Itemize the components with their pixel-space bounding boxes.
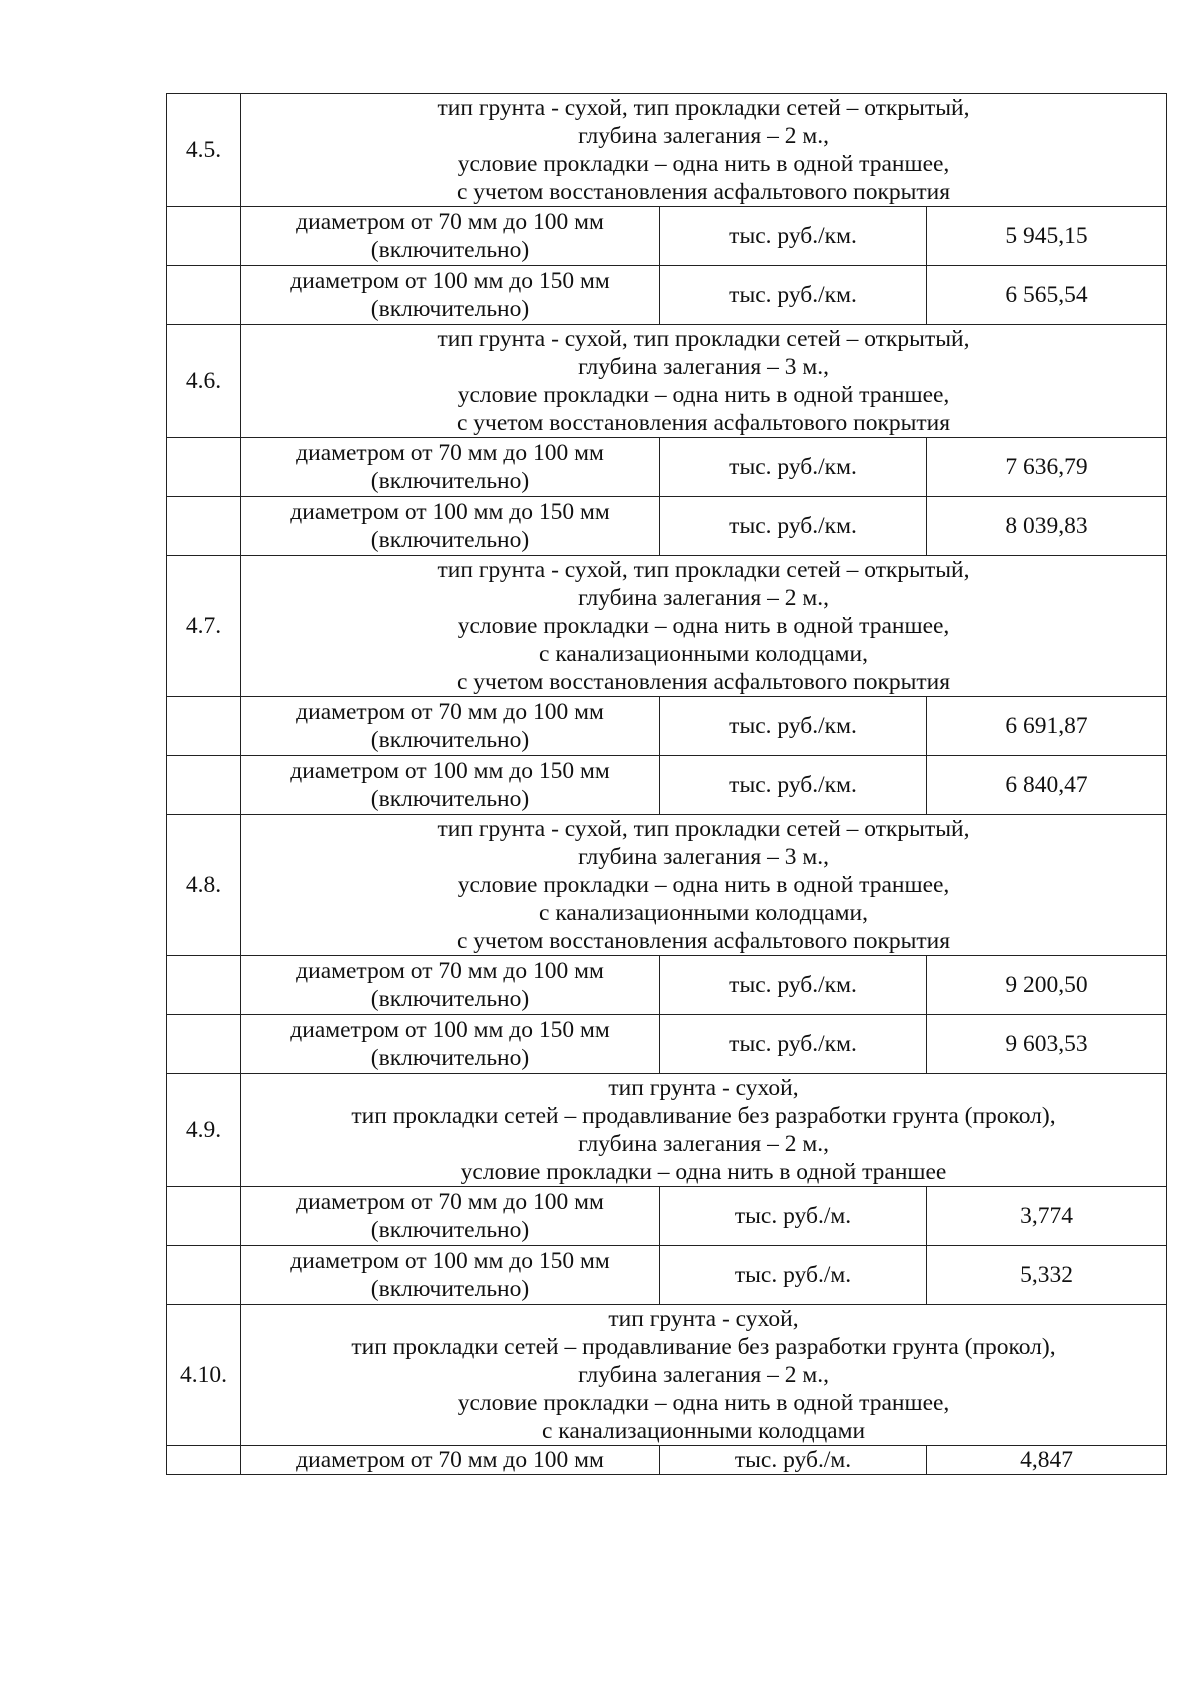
table-row	[167, 1246, 1167, 1305]
description-line: глубина залегания – 3 м.,	[578, 354, 829, 380]
section-header-row	[167, 1074, 1167, 1187]
diameter-range: диаметром от 70 мм до 100 мм	[296, 209, 604, 235]
description-line: условие прокладки – одна нить в одной траншее,	[457, 1390, 950, 1416]
table-row	[167, 1446, 1167, 1475]
description-line: тип грунта - сухой, тип прокладки сетей – открытый,	[437, 557, 970, 583]
empty-number-cell	[167, 207, 241, 266]
value-cell: 7 636,79	[927, 438, 1167, 497]
table-row	[167, 1015, 1167, 1074]
unit-cell: тыс. руб./км.	[660, 756, 927, 815]
diameter-range: диаметром от 100 мм до 150 мм	[290, 499, 610, 525]
diameter-qualifier: (включительно)	[370, 237, 530, 263]
value-cell: 6 565,54	[927, 266, 1167, 325]
tariff-table	[166, 93, 1167, 1475]
diameter-range: диаметром от 100 мм до 150 мм	[290, 268, 610, 294]
diameter-cell	[241, 756, 660, 815]
table-row	[167, 756, 1167, 815]
description-line: условие прокладки – одна нить в одной траншее	[460, 1159, 947, 1185]
diameter-cell	[241, 207, 660, 266]
description-line: с канализационными колодцами	[541, 1418, 866, 1444]
description-line: тип грунта - сухой,	[608, 1306, 799, 1332]
unit-cell: тыс. руб./м.	[660, 1446, 927, 1475]
description-line: тип прокладки сетей – продавливание без разработки грунта (прокол),	[351, 1103, 1056, 1129]
diameter-qualifier: (включительно)	[370, 296, 530, 322]
section-number: 4.9.	[167, 1074, 241, 1187]
diameter-range: диаметром от 70 мм до 100 мм	[296, 440, 604, 466]
empty-number-cell	[167, 497, 241, 556]
diameter-range: диаметром от 70 мм до 100 мм	[296, 958, 604, 984]
section-number: 4.7.	[167, 556, 241, 697]
diameter-cell	[241, 1187, 660, 1246]
diameter-range: диаметром от 100 мм до 150 мм	[290, 1248, 610, 1274]
value-cell: 6 840,47	[927, 756, 1167, 815]
section-description	[241, 556, 1167, 697]
unit-cell: тыс. руб./км.	[660, 956, 927, 1015]
value-cell: 5 945,15	[927, 207, 1167, 266]
diameter-range: диаметром от 70 мм до 100 мм	[296, 699, 604, 725]
section-header-row	[167, 556, 1167, 697]
diameter-qualifier: (включительно)	[370, 727, 530, 753]
section-header-row	[167, 94, 1167, 207]
diameter-cell	[241, 1246, 660, 1305]
description-line: тип грунта - сухой, тип прокладки сетей – открытый,	[437, 326, 970, 352]
value-cell: 8 039,83	[927, 497, 1167, 556]
value-cell: 4,847	[927, 1446, 1167, 1475]
empty-number-cell	[167, 1187, 241, 1246]
description-line: тип грунта - сухой,	[608, 1075, 799, 1101]
diameter-range: диаметром от 100 мм до 150 мм	[290, 1017, 610, 1043]
table-row	[167, 207, 1167, 266]
value-cell: 6 691,87	[927, 697, 1167, 756]
description-line: глубина залегания – 2 м.,	[578, 1362, 829, 1388]
diameter-range: диаметром от 100 мм до 150 мм	[290, 758, 610, 784]
empty-number-cell	[167, 697, 241, 756]
section-description	[241, 325, 1167, 438]
section-description	[241, 815, 1167, 956]
section-number: 4.10.	[167, 1305, 241, 1446]
empty-number-cell	[167, 266, 241, 325]
section-number: 4.6.	[167, 325, 241, 438]
diameter-cell	[241, 956, 660, 1015]
unit-cell: тыс. руб./м.	[660, 1246, 927, 1305]
description-line: тип грунта - сухой, тип прокладки сетей – открытый,	[437, 816, 970, 842]
description-line: тип прокладки сетей – продавливание без разработки грунта (прокол),	[351, 1334, 1056, 1360]
unit-cell: тыс. руб./м.	[660, 1187, 927, 1246]
unit-cell: тыс. руб./км.	[660, 697, 927, 756]
diameter-qualifier: (включительно)	[370, 786, 530, 812]
diameter-qualifier: (включительно)	[370, 1045, 530, 1071]
diameter-qualifier: (включительно)	[370, 1217, 530, 1243]
unit-cell: тыс. руб./км.	[660, 497, 927, 556]
table-row	[167, 1187, 1167, 1246]
description-line: условие прокладки – одна нить в одной траншее,	[457, 382, 950, 408]
empty-number-cell	[167, 1246, 241, 1305]
section-description	[241, 1074, 1167, 1187]
unit-cell: тыс. руб./км.	[660, 438, 927, 497]
diameter-range: диаметром от 70 мм до 100 мм	[296, 1447, 604, 1473]
description-line: глубина залегания – 3 м.,	[578, 844, 829, 870]
description-line: тип грунта - сухой, тип прокладки сетей – открытый,	[437, 95, 970, 121]
unit-cell: тыс. руб./км.	[660, 1015, 927, 1074]
section-header-row	[167, 1305, 1167, 1446]
diameter-cell	[241, 1015, 660, 1074]
section-header-row	[167, 325, 1167, 438]
description-line: условие прокладки – одна нить в одной траншее,	[457, 151, 950, 177]
description-line: с учетом восстановления асфальтового покрытия	[456, 179, 951, 205]
description-line: с канализационными колодцами,	[539, 900, 868, 926]
unit-cell: тыс. руб./км.	[660, 266, 927, 325]
value-cell: 3,774	[927, 1187, 1167, 1246]
diameter-cell	[241, 266, 660, 325]
section-description	[241, 1305, 1167, 1446]
description-line: с учетом восстановления асфальтового покрытия	[456, 410, 951, 436]
unit-cell: тыс. руб./км.	[660, 207, 927, 266]
table-row	[167, 956, 1167, 1015]
value-cell: 9 603,53	[927, 1015, 1167, 1074]
description-line: глубина залегания – 2 м.,	[578, 123, 829, 149]
diameter-qualifier: (включительно)	[370, 468, 530, 494]
empty-number-cell	[167, 956, 241, 1015]
section-number: 4.8.	[167, 815, 241, 956]
description-line: условие прокладки – одна нить в одной траншее,	[457, 613, 950, 639]
table-row	[167, 266, 1167, 325]
empty-number-cell	[167, 756, 241, 815]
empty-number-cell	[167, 1446, 241, 1475]
value-cell: 5,332	[927, 1246, 1167, 1305]
diameter-cell	[241, 497, 660, 556]
description-line: глубина залегания – 2 м.,	[578, 1131, 829, 1157]
diameter-qualifier: (включительно)	[370, 527, 530, 553]
description-line: с учетом восстановления асфальтового покрытия	[456, 669, 951, 695]
description-line: с учетом восстановления асфальтового покрытия	[456, 928, 951, 954]
empty-number-cell	[167, 1015, 241, 1074]
diameter-cell	[241, 697, 660, 756]
diameter-cell	[241, 1446, 660, 1475]
description-line: глубина залегания – 2 м.,	[578, 585, 829, 611]
table-row	[167, 497, 1167, 556]
table-row	[167, 438, 1167, 497]
diameter-qualifier: (включительно)	[370, 1276, 530, 1302]
diameter-range: диаметром от 70 мм до 100 мм	[296, 1189, 604, 1215]
description-line: с канализационными колодцами,	[539, 641, 868, 667]
section-header-row	[167, 815, 1167, 956]
section-description	[241, 94, 1167, 207]
table-row	[167, 697, 1167, 756]
empty-number-cell	[167, 438, 241, 497]
diameter-cell	[241, 438, 660, 497]
value-cell: 9 200,50	[927, 956, 1167, 1015]
section-number: 4.5.	[167, 94, 241, 207]
description-line: условие прокладки – одна нить в одной траншее,	[457, 872, 950, 898]
diameter-qualifier: (включительно)	[370, 986, 530, 1012]
